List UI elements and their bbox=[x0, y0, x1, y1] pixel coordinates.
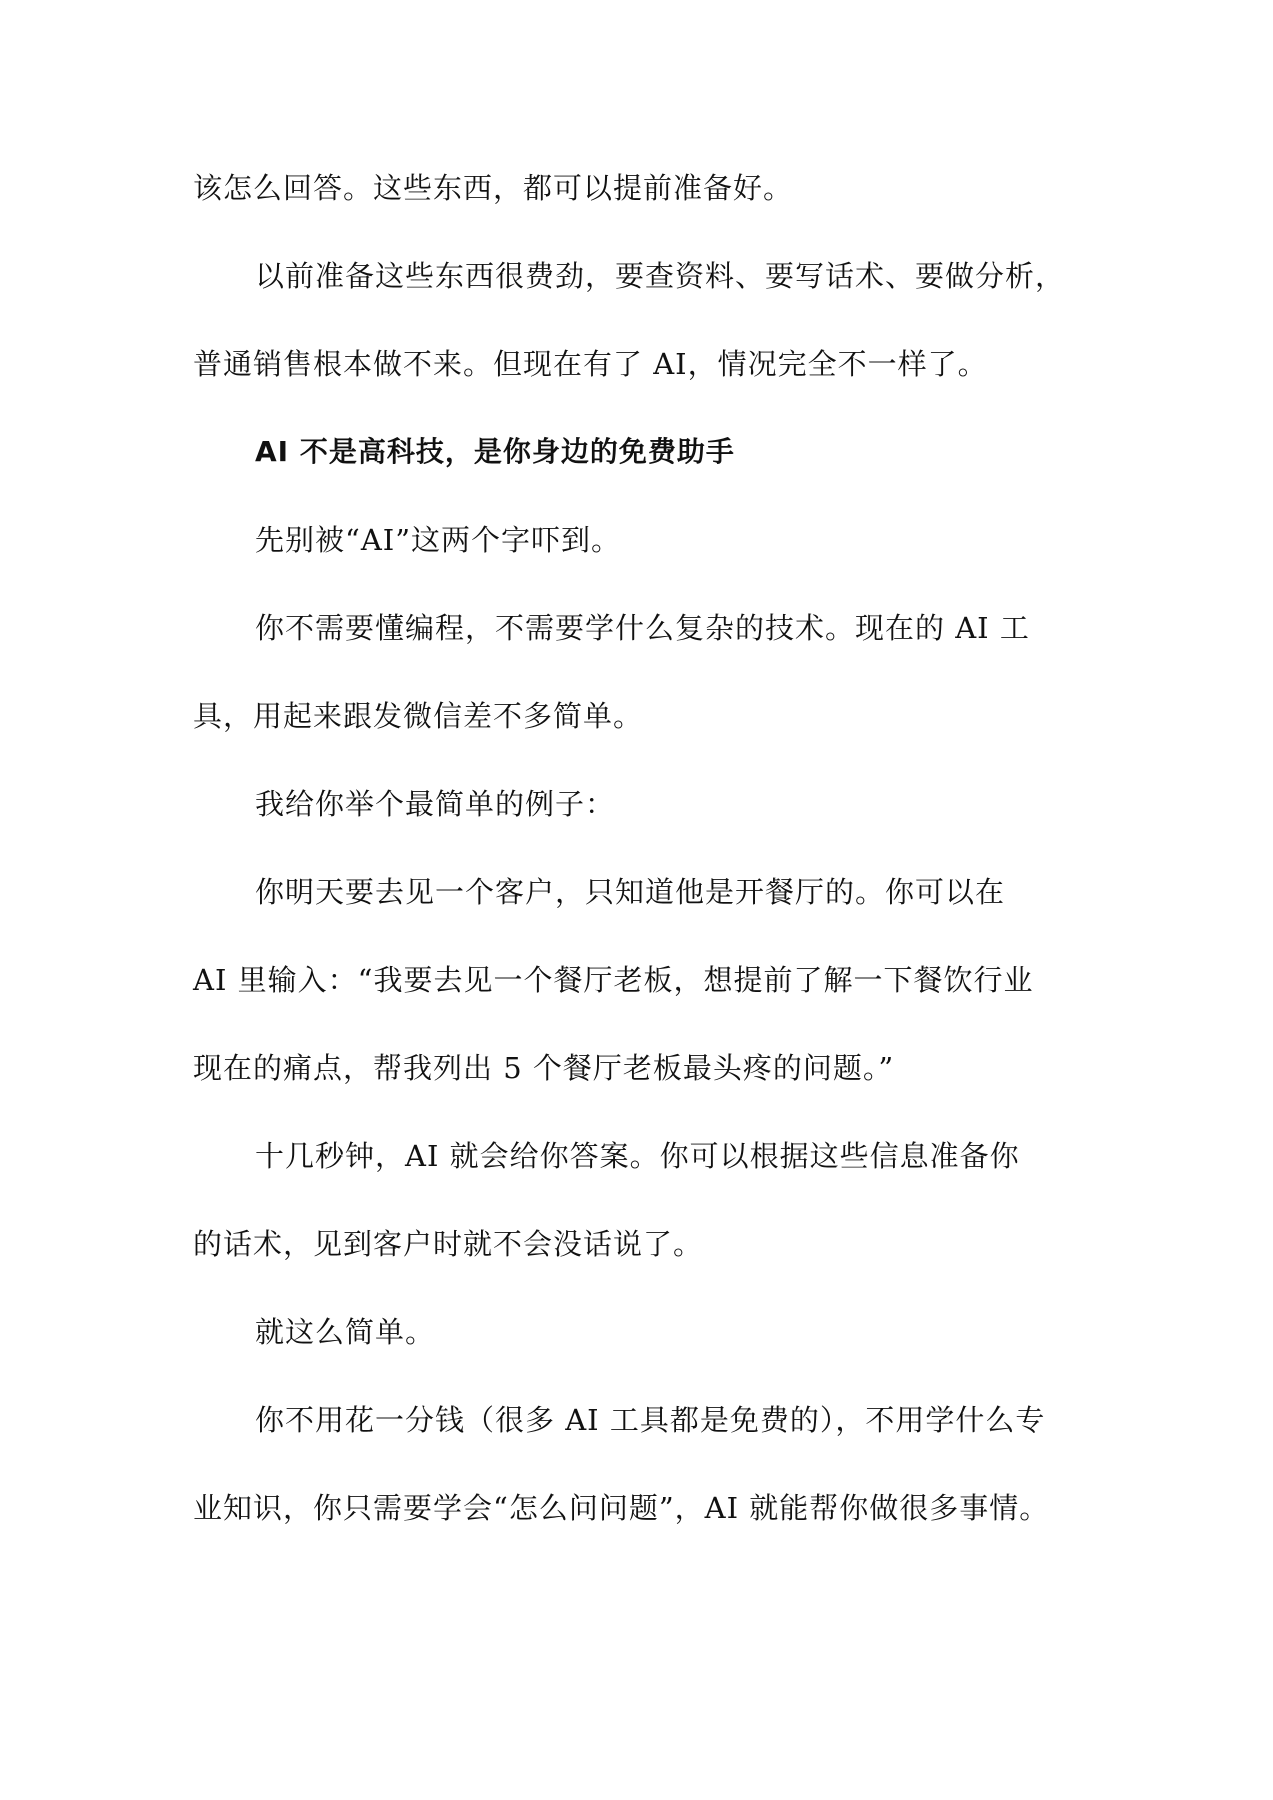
paragraph-line: AI 里输入：“我要去见一个餐厅老板，想提前了解一下餐饮行业 bbox=[193, 963, 1034, 997]
paragraph-line: 十几秒钟，AI 就会给你答案。你可以根据这些信息准备你 bbox=[255, 1139, 1020, 1173]
paragraph-line: 我给你举个最简单的例子： bbox=[255, 787, 616, 821]
paragraph-line: 该怎么回答。这些东西，都可以提前准备好。 bbox=[193, 171, 794, 205]
paragraph-line: 你不需要懂编程，不需要学什么复杂的技术。现在的 AI 工 bbox=[255, 611, 1030, 645]
paragraph-line: 你不用花一分钱（很多 AI 工具都是免费的），不用学什么专 bbox=[255, 1403, 1046, 1437]
document-body bbox=[193, 168, 1083, 1576]
paragraph-line: 普通销售根本做不来。但现在有了 AI，情况完全不一样了。 bbox=[193, 347, 988, 381]
paragraph-line: 你明天要去见一个客户，只知道他是开餐厅的。你可以在 bbox=[255, 875, 1006, 909]
section-heading: AI 不是高科技，是你身边的免费助手 bbox=[255, 435, 735, 468]
paragraph-line: 以前准备这些东西很费劲，要查资料、要写话术、要做分析， bbox=[255, 259, 1066, 293]
paragraph-line: 先别被“AI”这两个字吓到。 bbox=[255, 523, 622, 557]
paragraph-line: 业知识，你只需要学会“怎么问问题”，AI 就能帮你做很多事情。 bbox=[193, 1491, 1050, 1525]
paragraph-line: 的话术，见到客户时就不会没话说了。 bbox=[193, 1227, 704, 1261]
paragraph-line: 现在的痛点，帮我列出 5 个餐厅老板最头疼的问题。” bbox=[193, 1051, 895, 1085]
paragraph-line: 具，用起来跟发微信差不多简单。 bbox=[193, 699, 644, 733]
paragraph-line: 就这么简单。 bbox=[255, 1315, 436, 1349]
